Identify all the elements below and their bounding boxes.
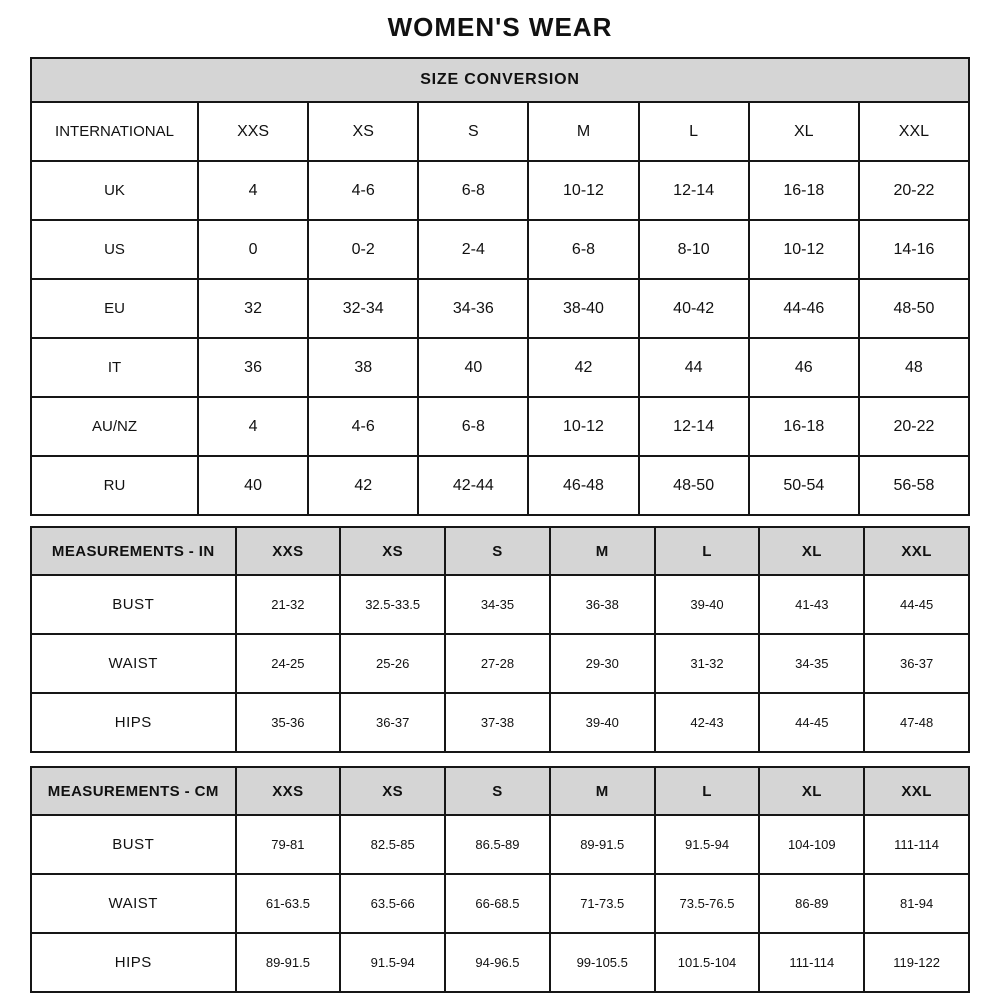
size-conversion-cell: 42 — [308, 456, 418, 515]
measurements-cm-cell: 81-94 — [864, 874, 969, 933]
size-conversion-cell: 8-10 — [639, 220, 749, 279]
size-conversion-cell: 44 — [639, 338, 749, 397]
size-conversion-cell: 50-54 — [749, 456, 859, 515]
measurements-in-cell: 44-45 — [864, 575, 969, 634]
size-conversion-cell: 10-12 — [528, 397, 638, 456]
measurements-cm-cell: 99-105.5 — [550, 933, 655, 992]
size-conversion-cell: 4 — [198, 161, 308, 220]
size-conversion-cell: 0 — [198, 220, 308, 279]
measurements-cm-row-label: WAIST — [31, 874, 236, 933]
measurements-in-row-label: HIPS — [31, 693, 236, 752]
measurements-in-cell: 44-45 — [759, 693, 864, 752]
size-conversion-cell: 10-12 — [528, 161, 638, 220]
size-conversion-cell: 48 — [859, 338, 969, 397]
size-conversion-row — [31, 161, 969, 220]
measurements-cm-column-header: S — [445, 767, 550, 815]
size-conversion-row — [31, 102, 969, 161]
size-conversion-cell: 46-48 — [528, 456, 638, 515]
measurements-cm-cell: 89-91.5 — [550, 815, 655, 874]
measurements-cm-row — [31, 815, 969, 874]
measurements-cm-cell: 101.5-104 — [655, 933, 760, 992]
measurements-cm-cell: 91.5-94 — [655, 815, 760, 874]
measurements-in-column-header: M — [550, 527, 655, 575]
measurements-in-cell: 42-43 — [655, 693, 760, 752]
size-conversion-cell: 16-18 — [749, 397, 859, 456]
measurements-in-column-header: XL — [759, 527, 864, 575]
measurements-cm-header-row — [31, 767, 969, 815]
size-conversion-cell: 20-22 — [859, 397, 969, 456]
measurements-in-header-row — [31, 527, 969, 575]
size-conversion-cell: 6-8 — [418, 161, 528, 220]
size-conversion-cell: 0-2 — [308, 220, 418, 279]
measurements-cm-row-label: BUST — [31, 815, 236, 874]
size-conversion-cell: 40 — [418, 338, 528, 397]
measurements-in-column-header: XXS — [236, 527, 341, 575]
measurements-in-cell: 25-26 — [340, 634, 445, 693]
size-conversion-cell: 32-34 — [308, 279, 418, 338]
measurements-in-cell: 24-25 — [236, 634, 341, 693]
measurements-in-cell: 37-38 — [445, 693, 550, 752]
size-conversion-row — [31, 397, 969, 456]
size-conversion-cell: 32 — [198, 279, 308, 338]
measurements-cm-cell: 94-96.5 — [445, 933, 550, 992]
size-conversion-cell: 56-58 — [859, 456, 969, 515]
size-conversion-cell: 4 — [198, 397, 308, 456]
measurements-in-cell: 35-36 — [236, 693, 341, 752]
measurements-cm-cell: 66-68.5 — [445, 874, 550, 933]
size-conversion-cell: 40-42 — [639, 279, 749, 338]
size-conversion-cell: 6-8 — [418, 397, 528, 456]
size-conversion-row-label: AU/NZ — [31, 397, 198, 456]
size-conversion-cell: XXS — [198, 102, 308, 161]
measurements-in-cell: 21-32 — [236, 575, 341, 634]
size-conversion-row — [31, 338, 969, 397]
measurements-in-cell: 29-30 — [550, 634, 655, 693]
measurements-cm-table — [30, 766, 970, 993]
size-conversion-cell: 20-22 — [859, 161, 969, 220]
measurements-in-cell: 34-35 — [759, 634, 864, 693]
measurements-in-cell: 39-40 — [550, 693, 655, 752]
size-conversion-row — [31, 220, 969, 279]
measurements-in-cell: 47-48 — [864, 693, 969, 752]
size-conversion-cell: 16-18 — [749, 161, 859, 220]
measurements-in-cell: 31-32 — [655, 634, 760, 693]
measurements-in-column-header: XXL — [864, 527, 969, 575]
measurements-cm-cell: 86.5-89 — [445, 815, 550, 874]
size-conversion-cell: XS — [308, 102, 418, 161]
measurements-in-row-label: WAIST — [31, 634, 236, 693]
measurements-in-column-header: L — [655, 527, 760, 575]
size-conversion-row-label: US — [31, 220, 198, 279]
size-conversion-cell: 34-36 — [418, 279, 528, 338]
measurements-cm-cell: 79-81 — [236, 815, 341, 874]
size-conversion-header-row — [31, 58, 969, 102]
measurements-in-row-label: BUST — [31, 575, 236, 634]
measurements-in-cell: 36-37 — [340, 693, 445, 752]
measurements-cm-cell: 104-109 — [759, 815, 864, 874]
measurements-cm-cell: 86-89 — [759, 874, 864, 933]
size-conversion-row-label: IT — [31, 338, 198, 397]
measurements-cm-cell: 111-114 — [864, 815, 969, 874]
size-conversion-cell: 36 — [198, 338, 308, 397]
measurements-cm-row — [31, 933, 969, 992]
measurements-cm-cell: 89-91.5 — [236, 933, 341, 992]
measurements-in-cell: 32.5-33.5 — [340, 575, 445, 634]
measurements-in-row — [31, 634, 969, 693]
size-conversion-row — [31, 279, 969, 338]
measurements-in-row — [31, 575, 969, 634]
measurements-in-column-header: S — [445, 527, 550, 575]
measurements-in-column-header: XS — [340, 527, 445, 575]
size-conversion-row-label: INTERNATIONAL — [31, 102, 198, 161]
size-conversion-cell: 4-6 — [308, 161, 418, 220]
measurements-in-cell: 36-37 — [864, 634, 969, 693]
size-conversion-cell: 12-14 — [639, 161, 749, 220]
size-conversion-cell: 40 — [198, 456, 308, 515]
measurements-cm-cell: 82.5-85 — [340, 815, 445, 874]
measurements-cm-cell: 73.5-76.5 — [655, 874, 760, 933]
measurements-in-cell: 36-38 — [550, 575, 655, 634]
measurements-cm-column-header: XS — [340, 767, 445, 815]
size-conversion-row-label: RU — [31, 456, 198, 515]
size-conversion-cell: 38-40 — [528, 279, 638, 338]
size-conversion-row — [31, 456, 969, 515]
size-conversion-title: SIZE CONVERSION — [31, 58, 969, 102]
measurements-in-cell: 27-28 — [445, 634, 550, 693]
measurements-in-title: MEASUREMENTS - IN — [31, 527, 236, 575]
size-conversion-cell: 6-8 — [528, 220, 638, 279]
measurements-in-cell: 39-40 — [655, 575, 760, 634]
measurements-cm-cell: 111-114 — [759, 933, 864, 992]
size-conversion-cell: 48-50 — [859, 279, 969, 338]
measurements-in-table — [30, 526, 970, 753]
size-conversion-cell: 38 — [308, 338, 418, 397]
measurements-in-cell: 41-43 — [759, 575, 864, 634]
measurements-cm-row — [31, 874, 969, 933]
measurements-in-row — [31, 693, 969, 752]
size-conversion-cell: 4-6 — [308, 397, 418, 456]
size-conversion-cell: 46 — [749, 338, 859, 397]
size-conversion-table — [30, 57, 970, 516]
measurements-cm-column-header: XXS — [236, 767, 341, 815]
measurements-cm-cell: 119-122 — [864, 933, 969, 992]
size-conversion-cell: 42 — [528, 338, 638, 397]
measurements-cm-column-header: M — [550, 767, 655, 815]
measurements-cm-row-label: HIPS — [31, 933, 236, 992]
measurements-cm-cell: 71-73.5 — [550, 874, 655, 933]
size-conversion-cell: XXL — [859, 102, 969, 161]
size-conversion-cell: XL — [749, 102, 859, 161]
size-conversion-row-label: UK — [31, 161, 198, 220]
size-conversion-cell: 44-46 — [749, 279, 859, 338]
size-conversion-cell: L — [639, 102, 749, 161]
size-conversion-cell: 42-44 — [418, 456, 528, 515]
size-conversion-cell: 12-14 — [639, 397, 749, 456]
page-title: WOMEN'S WEAR — [387, 12, 613, 42]
size-conversion-cell: S — [418, 102, 528, 161]
measurements-cm-column-header: L — [655, 767, 760, 815]
measurements-cm-column-header: XL — [759, 767, 864, 815]
measurements-cm-cell: 63.5-66 — [340, 874, 445, 933]
measurements-cm-title: MEASUREMENTS - CM — [31, 767, 236, 815]
size-conversion-cell: M — [528, 102, 638, 161]
size-conversion-cell: 14-16 — [859, 220, 969, 279]
measurements-cm-cell: 61-63.5 — [236, 874, 341, 933]
size-conversion-row-label: EU — [31, 279, 198, 338]
measurements-in-cell: 34-35 — [445, 575, 550, 634]
size-conversion-cell: 10-12 — [749, 220, 859, 279]
size-conversion-cell: 2-4 — [418, 220, 528, 279]
measurements-cm-cell: 91.5-94 — [340, 933, 445, 992]
measurements-cm-column-header: XXL — [864, 767, 969, 815]
size-conversion-cell: 48-50 — [639, 456, 749, 515]
